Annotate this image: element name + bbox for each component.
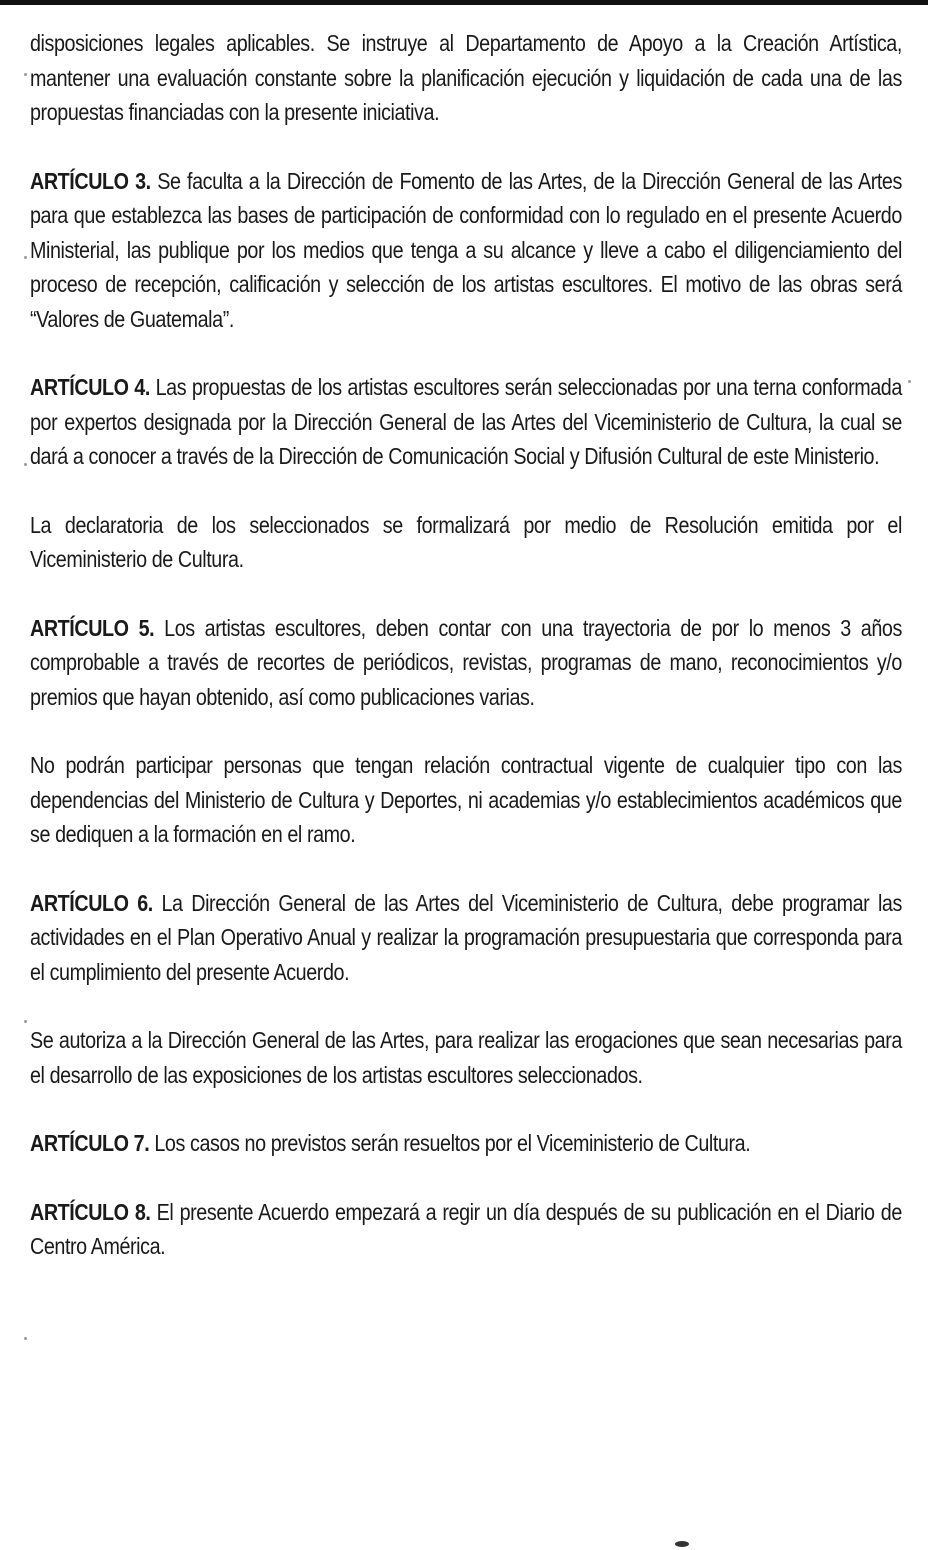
- scan-speck: [24, 73, 27, 76]
- article-label: ARTÍCULO 5.: [30, 614, 155, 641]
- article-label: ARTÍCULO 6.: [30, 889, 153, 916]
- article-label: ARTÍCULO 4.: [30, 374, 150, 400]
- scan-speck: [24, 256, 27, 259]
- article-text: La Dirección General de las Artes del Viceministerio de Cultura, debe programar las actividades en el Plan Operativo Anual y realizar la programación presupuestaria que corresponda para el cumplimiento del presente Acuerdo.: [30, 889, 902, 985]
- article-7: [30, 1126, 902, 1161]
- paragraph-text: No podrán participar personas que tengan relación contractual vigente de cualquier tipo con las dependencias del Ministerio de Cultura y Deportes, ni academias y/o establecimientos académicos que se dediquen a la formación en el ramo.: [30, 752, 902, 847]
- article-5: [30, 611, 902, 715]
- article-4: [30, 370, 902, 474]
- article-text: Se faculta a la Dirección de Fomento de las Artes, de la Dirección General de las Artes para que establezca las bases de participación de conformidad con lo regulado en el presente Acuerdo Ministerial, las publique por los medios que tenga a su alcance y lleve a cabo el diligenciamiento del proceso de recepción, calificación y selección de los artistas escultores. El motivo de las obras será “Valores de Guatemala”.: [30, 167, 902, 332]
- paragraph-declaratoria: [30, 508, 902, 577]
- article-6: [30, 886, 902, 990]
- article-label: ARTÍCULO 3.: [30, 167, 151, 194]
- article-text: El presente Acuerdo empezará a regir un día después de su publicación en el Diario de Centro América.: [30, 1198, 902, 1259]
- scan-speck: [24, 463, 27, 466]
- paragraph-text: La declaratoria de los seleccionados se formalizará por medio de Resolución emitida por el Viceministerio de Cultura.: [30, 511, 902, 572]
- article-text: Las propuestas de los artistas escultores serán seleccionadas por una terna conformada por expertos designada por la Dirección General de las Artes del Viceministerio de Cultura, la cual se dará a conocer a través de la Dirección de Comunicación Social y Difusión Cultural de este Ministerio.: [30, 374, 902, 469]
- top-border: [0, 0, 928, 5]
- scan-speck: [24, 1020, 27, 1023]
- paragraph-intro: [30, 26, 902, 130]
- article-3: [30, 164, 902, 337]
- article-text: Los artistas escultores, deben contar con una trayectoria de por lo menos 3 años comprobable a través de recortes de periódicos, revistas, programas de mano, reconocimientos y/o premios que hayan obtenido, así como publicaciones varias.: [30, 614, 902, 710]
- article-text: Los casos no previstos serán resueltos por el Viceministerio de Cultura.: [149, 1130, 751, 1156]
- scan-speck: [908, 380, 911, 383]
- paragraph-no-podran: [30, 748, 902, 852]
- paragraph-se-autoriza: [30, 1023, 902, 1092]
- scan-speck: [675, 1541, 689, 1547]
- article-label: ARTÍCULO 7.: [30, 1130, 150, 1156]
- paragraph-text: disposiciones legales aplicables. Se instruye al Departamento de Apoyo a la Creación Artística, mantener una evaluación constante sobre la planificación ejecución y liquidación de cada una de las propuestas financiadas con la presente iniciativa.: [30, 30, 902, 125]
- scan-speck: [24, 1337, 27, 1340]
- document-page: [30, 26, 902, 1298]
- article-8: [30, 1195, 902, 1264]
- article-label: ARTÍCULO 8.: [30, 1198, 151, 1225]
- paragraph-text: Se autoriza a la Dirección General de las Artes, para realizar las erogaciones que sean necesarias para el desarrollo de las exposiciones de los artistas escultores seleccionados.: [30, 1027, 902, 1088]
